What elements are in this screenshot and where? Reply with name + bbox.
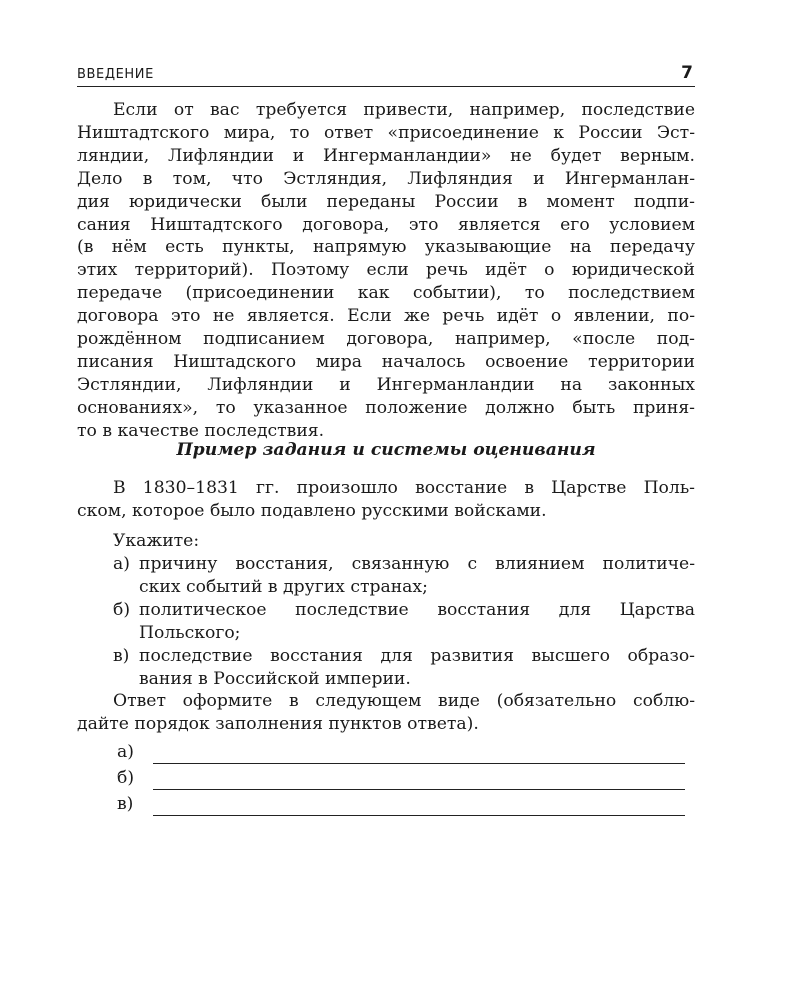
answer-marker: б): [117, 768, 135, 789]
text-line: основаниях», то указанное положение должно быть приня-: [77, 397, 695, 418]
answer-blank[interactable]: [153, 749, 685, 764]
text-line: последствие восстания для развития высшего образо-: [139, 645, 695, 666]
section-title: ВВЕДЕНИЕ: [77, 67, 154, 82]
text-line: вания в Российской империи.: [139, 668, 411, 689]
page-number: 7: [681, 63, 693, 83]
text-line: Эстляндии, Лифляндии и Ингерманландии на законных: [77, 374, 695, 395]
text-line: этих территорий). Поэтому если речь идёт о юридической: [77, 260, 695, 281]
text-line: дия юридически были переданы России в момент подпи-: [77, 191, 695, 212]
text-line: ских событий в других странах;: [139, 576, 428, 597]
list-item: [113, 599, 695, 645]
text-line: политическое последствие восстания для Царства: [139, 599, 695, 620]
text-line: Дело в том, что Эстляндия, Лифляндия и Ингерманлан-: [77, 168, 695, 189]
answer-blank[interactable]: [153, 775, 685, 790]
item-marker: в): [113, 645, 130, 666]
text-line: передаче (присоединении как событии), то последствием: [77, 283, 695, 304]
text-line: Если от вас требуется привести, например, последствие: [113, 100, 695, 120]
text-line: В 1830–1831 гг. произошло восстание в Царстве Поль-: [113, 478, 695, 498]
answer-line-c[interactable]: [117, 790, 687, 816]
text-line: сания Ништадтского договора, это является его условием: [77, 214, 695, 235]
text-line: ском, которое было подавлено русскими войсками.: [77, 500, 547, 521]
running-header: [77, 63, 695, 87]
text-line: ляндии, Лифляндии и Ингерманландии» не будет верным.: [77, 145, 695, 166]
task-paragraph: [77, 477, 695, 523]
text-line: причину восстания, связанную с влиянием политиче-: [139, 554, 695, 574]
item-marker: б): [113, 599, 131, 620]
task-items-list: [113, 553, 695, 690]
text-line: дайте порядок заполнения пунктов ответа).: [77, 713, 479, 734]
item-marker: а): [113, 554, 130, 574]
answer-marker: а): [117, 742, 134, 763]
answer-blank[interactable]: [153, 801, 685, 816]
task-prompt: Укажите:: [113, 531, 200, 551]
answer-instruction: [77, 690, 695, 736]
text-line: Польского;: [139, 622, 241, 643]
answer-marker: в): [117, 794, 134, 815]
text-line: (в нём есть пункты, напрямую указывающие на передачу: [77, 237, 695, 258]
answer-line-b[interactable]: [117, 764, 687, 790]
text-line: писания Ништадского мира началось освоение территории: [77, 351, 695, 372]
text-line: то в качестве последствия.: [77, 420, 325, 441]
answer-lines: [117, 738, 687, 816]
list-item: [113, 645, 695, 691]
list-item: [113, 553, 695, 599]
text-line: Ответ оформите в следующем виде (обязательно соблю-: [113, 691, 695, 711]
intro-paragraph: [77, 99, 695, 443]
text-line: рождённом подписанием договора, например, «после под-: [77, 329, 695, 350]
text-line: Ништадтского мира, то ответ «присоединение к России Эст-: [77, 122, 695, 143]
answer-line-a[interactable]: [117, 738, 687, 764]
section-subtitle: Пример задания и системы оценивания: [176, 440, 596, 460]
text-line: договора это не является. Если же речь идёт о явлении, по-: [77, 306, 695, 327]
